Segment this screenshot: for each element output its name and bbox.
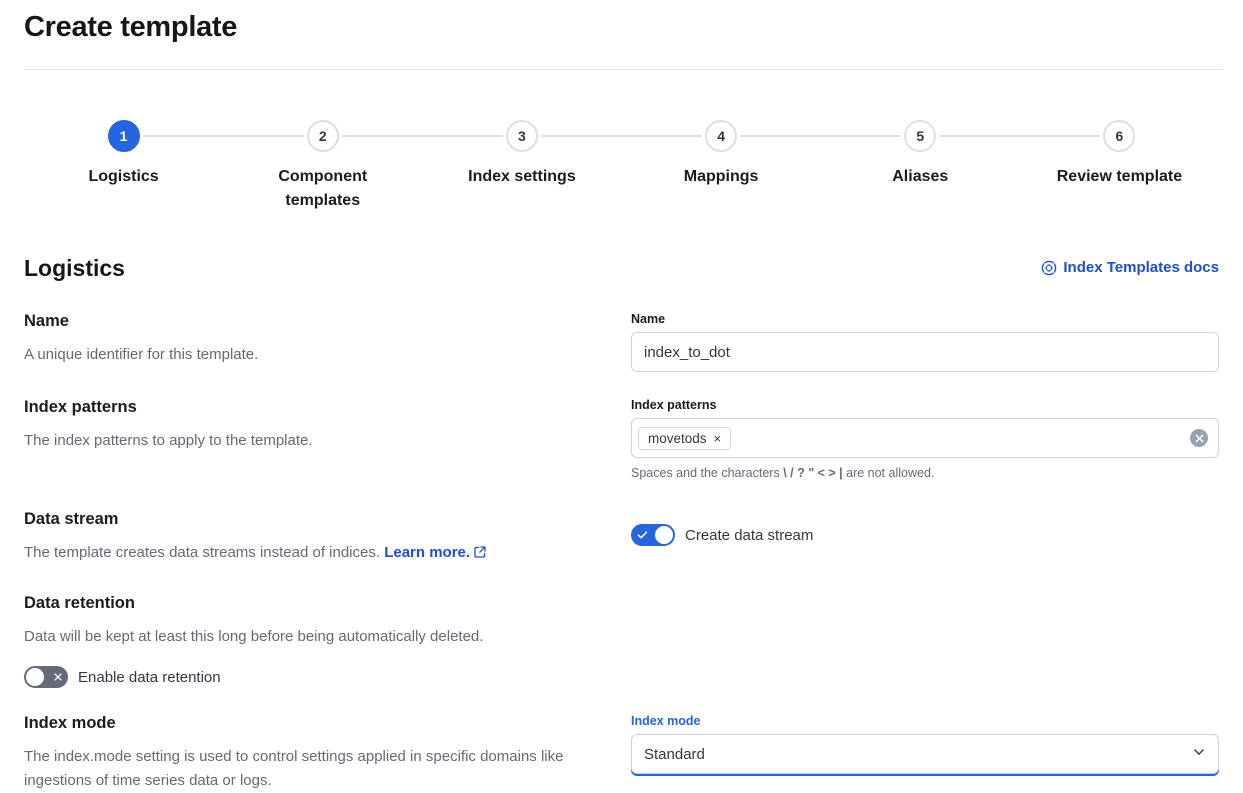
data-retention-group-description: Data will be kept at least this long before being automatically deleted. — [24, 628, 484, 645]
section-header — [24, 255, 1219, 282]
step-label: Logistics — [88, 168, 159, 185]
data-stream-description-text: The template creates data streams instead of indices. — [24, 544, 385, 561]
data-retention-form-row — [24, 594, 1219, 688]
learn-more-link[interactable]: Learn more. — [384, 544, 471, 561]
data-stream-field-column — [631, 510, 1219, 566]
index-mode-description-column — [24, 714, 606, 793]
step-component-templates[interactable] — [223, 120, 422, 213]
data-stream-group-title: Data stream — [24, 510, 119, 528]
enable-data-retention-toggle[interactable] — [24, 666, 68, 688]
helper-suffix: are not allowed. — [842, 466, 935, 480]
index-patterns-field-column — [631, 398, 1219, 480]
step-number-badge: 6 — [1103, 120, 1135, 152]
index-patterns-helper-text — [631, 466, 1219, 480]
index-patterns-group-title: Index patterns — [24, 398, 137, 416]
index-pattern-tag-label: movetods — [648, 430, 707, 446]
index-mode-group-description: The index.mode setting is used to control settings applied in specific domains like ingestions of time series data or logs. — [24, 748, 564, 789]
index-mode-group-title: Index mode — [24, 714, 116, 732]
helper-forbidden-chars: \ / ? " < > | — [783, 466, 843, 480]
name-input[interactable] — [631, 332, 1219, 372]
enable-data-retention-label: Enable data retention — [78, 668, 221, 686]
data-retention-group-title: Data retention — [24, 594, 135, 612]
wizard-stepper — [24, 120, 1219, 213]
name-group-title: Name — [24, 312, 69, 330]
name-form-row — [24, 312, 1219, 372]
create-data-stream-toggle[interactable] — [631, 524, 675, 546]
step-number-badge: 3 — [506, 120, 538, 152]
name-description-column — [24, 312, 606, 372]
step-number-badge: 5 — [904, 120, 936, 152]
step-label: Aliases — [892, 168, 949, 185]
step-aliases[interactable] — [821, 120, 1020, 213]
clear-all-icon[interactable] — [1190, 429, 1208, 447]
data-stream-description-column — [24, 510, 606, 566]
docs-link-label: Index Templates docs — [1063, 259, 1219, 276]
helper-prefix: Spaces and the characters — [631, 466, 784, 480]
data-retention-description-column — [24, 594, 606, 688]
external-link-icon — [474, 542, 486, 566]
step-number-badge: 2 — [307, 120, 339, 152]
step-label: Component templates — [278, 168, 368, 209]
cross-icon — [53, 672, 63, 682]
chevron-down-icon — [1192, 745, 1206, 763]
create-data-stream-toggle-row — [631, 524, 1219, 546]
create-data-stream-label: Create data stream — [685, 526, 814, 544]
step-mappings[interactable] — [622, 120, 821, 213]
index-mode-form-row — [24, 714, 1219, 793]
documentation-icon — [1041, 260, 1057, 276]
header-divider — [24, 69, 1223, 70]
index-patterns-field-label: Index patterns — [631, 398, 717, 412]
index-patterns-description-column — [24, 398, 606, 480]
step-index-settings[interactable] — [422, 120, 621, 213]
check-icon — [637, 530, 648, 541]
index-mode-field-column — [631, 714, 1219, 793]
data-stream-form-row — [24, 510, 1219, 566]
step-number-badge: 4 — [705, 120, 737, 152]
index-patterns-combobox[interactable] — [631, 418, 1219, 458]
step-logistics[interactable] — [24, 120, 223, 213]
name-group-description: A unique identifier for this template. — [24, 346, 259, 363]
step-review-template[interactable] — [1020, 120, 1219, 213]
data-stream-group-description — [24, 541, 606, 566]
page-title: Create template — [24, 11, 238, 43]
data-retention-empty-column — [631, 594, 1219, 688]
step-label: Index settings — [468, 168, 576, 185]
index-patterns-group-description: The index patterns to apply to the template. — [24, 432, 313, 449]
name-field-column — [631, 312, 1219, 372]
index-patterns-form-row — [24, 398, 1219, 480]
step-label: Mappings — [683, 168, 759, 185]
index-pattern-tag — [638, 427, 731, 450]
index-mode-selected-value: Standard — [644, 745, 705, 763]
step-label: Review template — [1056, 168, 1183, 185]
step-number-badge: 1 — [108, 120, 140, 152]
enable-data-retention-toggle-row — [24, 666, 606, 688]
name-field-label: Name — [631, 312, 666, 326]
section-title: Logistics — [24, 255, 125, 281]
index-mode-select[interactable] — [631, 734, 1219, 774]
remove-tag-icon[interactable]: × — [713, 430, 722, 446]
toggle-knob — [655, 526, 673, 544]
index-templates-docs-link[interactable] — [1041, 259, 1219, 276]
index-mode-field-label: Index mode — [631, 714, 701, 728]
toggle-knob — [26, 668, 44, 686]
